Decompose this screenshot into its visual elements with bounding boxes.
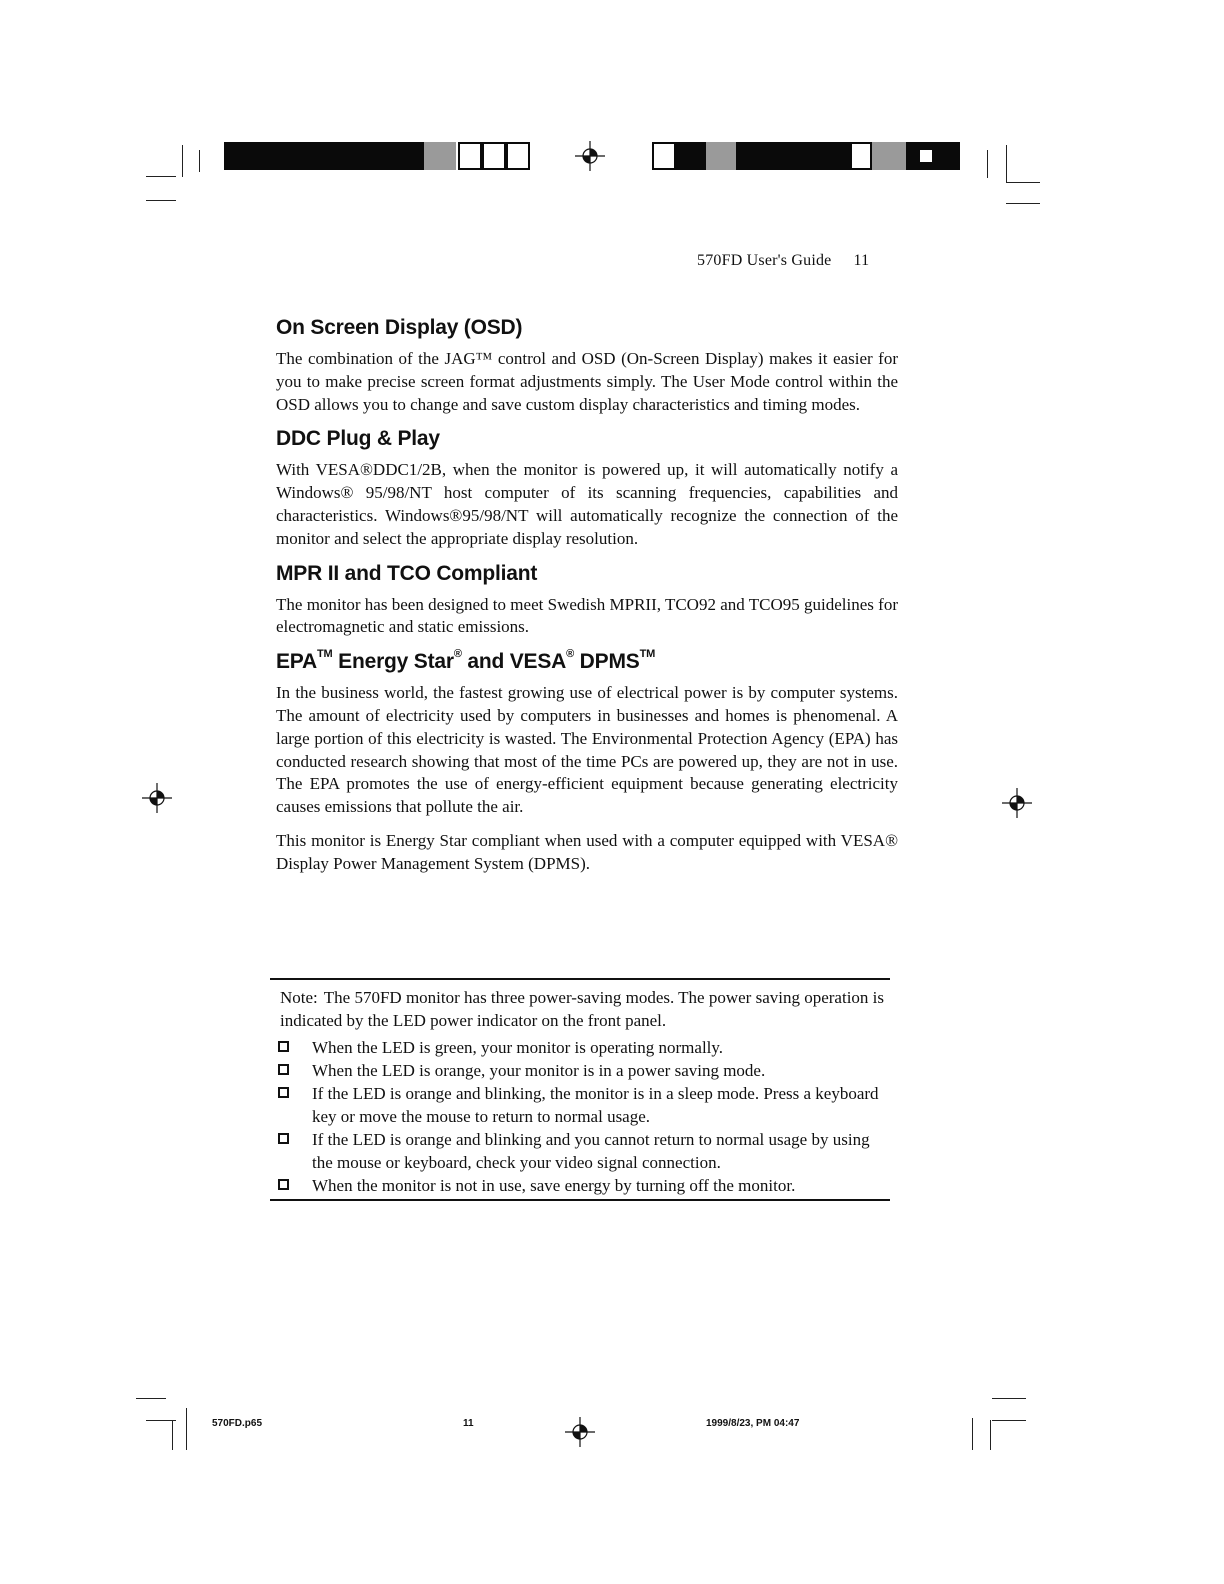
checkbox-bullet-icon <box>278 1133 289 1144</box>
running-title: 570FD User's Guide <box>697 252 832 269</box>
section-heading: MPR II and TCO Compliant <box>276 561 538 585</box>
paragraph: This monitor is Energy Star compliant when used with a computer equipped with VESA® Display Power Management System (DPMS). <box>276 830 898 873</box>
section-mpr <box>276 562 898 640</box>
section-heading: EPA™ Energy Star® and VESA® DPMS™ <box>276 648 656 674</box>
footer-filename: 570FD.p65 <box>212 1418 263 1429</box>
footer-page: 11 <box>463 1418 474 1429</box>
note-box <box>270 978 890 1201</box>
section-heading: On Screen Display (OSD) <box>276 316 523 339</box>
section-energy-star <box>276 650 898 875</box>
checkbox-bullet-icon <box>278 1179 289 1190</box>
registration-mark-icon <box>1002 788 1032 818</box>
page-number: 11 <box>853 252 870 269</box>
list-item: If the LED is orange and blinking and you cannot return to normal usage by using the mouse or keyboard, check your video signal connection. <box>270 1128 890 1174</box>
registration-mark-icon <box>142 783 172 813</box>
section-ddc <box>276 427 898 550</box>
list-item: When the monitor is not in use, save energy by turning off the monitor. <box>270 1174 890 1197</box>
section-heading: DDC Plug & Play <box>276 427 440 451</box>
checkbox-bullet-icon <box>278 1041 289 1052</box>
registration-mark-icon <box>575 141 605 171</box>
note-list <box>270 1036 890 1197</box>
paragraph: With VESA®DDC1/2B, when the monitor is powered up, it will automatically notify a Windows® 95/98/NT host computer of its scanning frequencies, capabilities and characteristics. Windows®95/98/NT will automatically recognize the connection of the monitor and select the appropriate display resolution. <box>276 460 898 548</box>
checkbox-bullet-icon <box>278 1064 289 1075</box>
checkbox-bullet-icon <box>278 1087 289 1098</box>
paragraph: In the business world, the fastest growing use of electrical power is by computer systems. The amount of electricity used by computers in businesses and homes is phenomenal. A large portion of this electricity is wasted. The Environmental Protection Agency (EPA) has conducted research showing that most of the time PCs are powered up, they are not in use. The EPA promotes the use of energy-efficient equipment because generating electricity causes emissions that pollute the air. <box>276 683 898 817</box>
footer-timestamp: 1999/8/23, PM 04:47 <box>706 1418 800 1429</box>
note-text: The 570FD monitor has three power-saving modes. The power saving operation is indicated by the LED power indicator on the front panel. <box>280 988 885 1030</box>
list-item: When the LED is green, your monitor is operating normally. <box>270 1036 890 1059</box>
paragraph: The monitor has been designed to meet Swedish MPRII, TCO92 and TCO95 guidelines for electromagnetic and static emissions. <box>276 594 898 637</box>
running-head <box>697 252 869 270</box>
note-label: Note: <box>280 988 318 1007</box>
paragraph: The combination of the JAG™ control and OSD (On-Screen Display) makes it easier for you to make precise screen format adjustments simply. The User Mode control within the OSD allows you to change and save custom display characteristics and timing modes. <box>276 349 898 414</box>
section-osd <box>276 316 898 416</box>
list-item: When the LED is orange, your monitor is in a power saving mode. <box>270 1059 890 1082</box>
note-intro <box>270 986 890 1032</box>
page-content <box>276 316 898 887</box>
list-item: If the LED is orange and blinking, the monitor is in a sleep mode. Press a keyboard key or move the mouse to return to normal usage. <box>270 1082 890 1128</box>
registration-mark-icon <box>565 1417 595 1447</box>
